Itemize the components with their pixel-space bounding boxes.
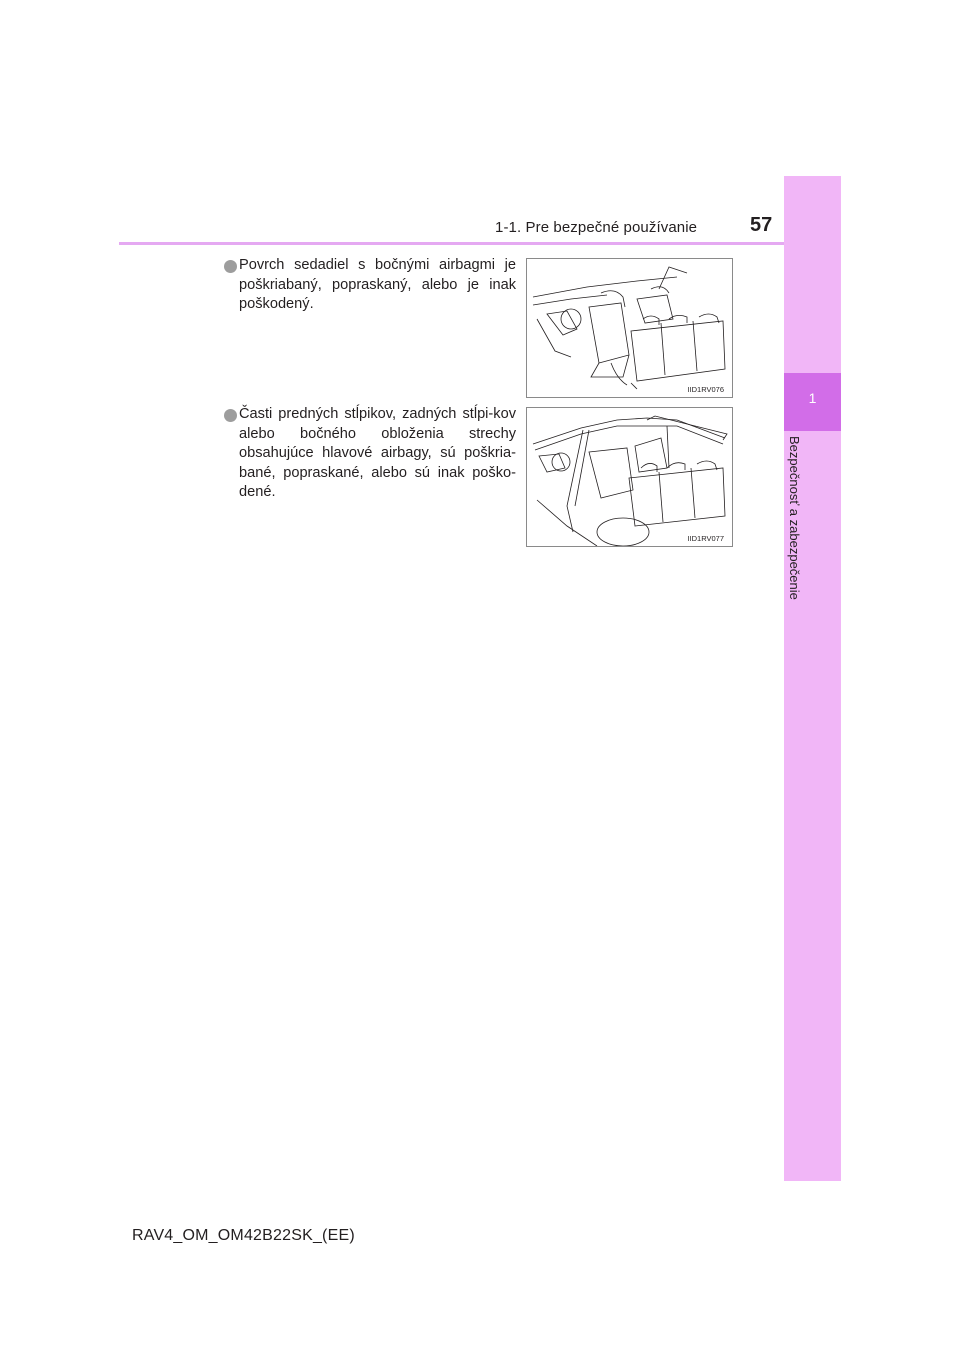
car-interior-roof-pillars-drawing [527, 408, 732, 546]
section-title: 1-1. Pre bezpečné používanie [495, 219, 698, 236]
seat-airbag-illustration [526, 258, 733, 398]
header-divider [119, 242, 841, 245]
car-interior-side-seats-drawing [527, 259, 732, 397]
page-number: 57 [750, 214, 773, 236]
bullet-icon [224, 260, 237, 273]
list-item [224, 256, 516, 315]
chapter-side-tab [784, 176, 841, 1181]
list-item [224, 405, 516, 503]
figure-code: IID1RV076 [687, 385, 724, 394]
item-text: Časti predných stĺpikov, zadných stĺpi-kov alebo bočného obloženia strechy obsahujúce hlavové airbagy, sú poškria-bané, popraskané, alebo sú inak poško-dené. [239, 406, 516, 500]
chapter-title: Bezpečnosť a zabezpečenie [787, 436, 802, 600]
document-code: RAV4_OM_OM42B22SK_(EE) [132, 1227, 355, 1244]
chapter-number: 1 [808, 390, 817, 406]
figure-code: IID1RV077 [687, 534, 724, 543]
curtain-airbag-illustration [526, 407, 733, 547]
chapter-number-box [784, 373, 841, 431]
item-text: Povrch sedadiel s bočnými airbagmi je poškriabaný, popraskaný, alebo je inak poškodený. [239, 257, 516, 312]
bullet-icon [224, 409, 237, 422]
